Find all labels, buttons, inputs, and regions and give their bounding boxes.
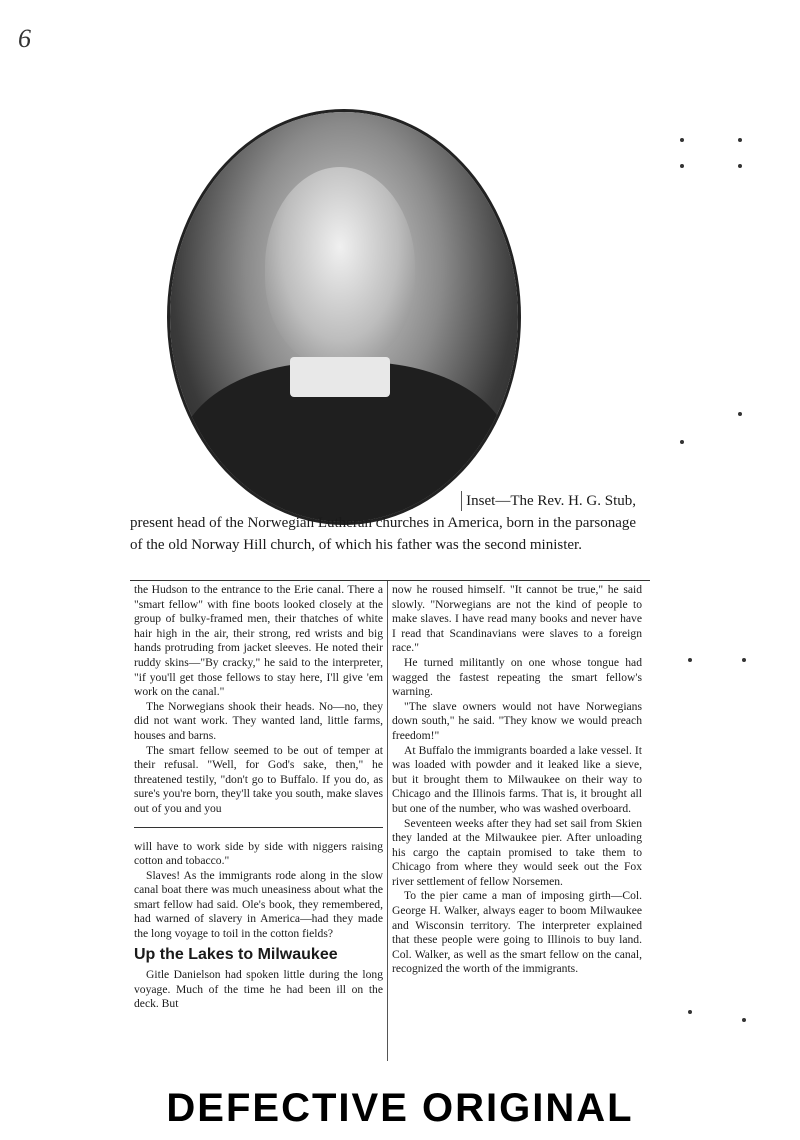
- scan-specks: [680, 130, 760, 1060]
- column-divider: [134, 827, 383, 828]
- paragraph: the Hudson to the entrance to the Erie canal. There a "smart fellow" with fine boots looked closely at the group of bulky-framed men, their thatches of white hair high in the air, their strong, red wrists and big hands protruding from jacket sleeves. He noted their ruddy skins—"By cracky," he said to the interpreter, "if you'll get those fellows to stay here, I'll give 'em work on the canal.": [134, 583, 383, 699]
- left-column: [130, 581, 388, 1061]
- paragraph: will have to work side by side with niggers raising cotton and tobacco.": [134, 839, 383, 868]
- paragraph: To the pier came a man of imposing girth—Col. George H. Walker, always eager to boom Milwaukee and Wisconsin territory. The interpreter explained that these people were going to Illinois to buy land. Col. Walker, as well as the smart fellow on the canal, recognized the worth of the immigrants.: [392, 889, 642, 976]
- defective-original-stamp: DEFECTIVE ORIGINAL: [166, 1086, 634, 1130]
- paragraph: Gitle Danielson had spoken little during the long voyage. Much of the time he had been ill on the deck. But: [134, 968, 383, 1011]
- paragraph: Slaves! As the immigrants rode along in the slow canal boat there was much uneasiness about what the smart fellow had said. Ole's book, they remembered, had warned of slavery in America—had they made the long voyage to toil in the cotton fields?: [134, 868, 383, 941]
- paragraph: At Buffalo the immigrants boarded a lake vessel. It was loaded with powder and it leaked like a sieve, but it brought them to Milwaukee on their way to Chicago and the Illinois farms. That is, it brought all but one of the number, who was washed overboard.: [392, 743, 642, 815]
- article-body: [130, 580, 650, 1061]
- paragraph: now he roused himself. "It cannot be true," he said slowly. "Norwegians are not the kind of people to make slaves. I have read many books and never have I read that Scandinavians were slaves to a foreign race.": [392, 583, 642, 655]
- caption-inset-line: Inset—The Rev. H. G. Stub,: [461, 491, 640, 511]
- right-column: [388, 581, 646, 1061]
- caption-text: present head of the Norwegian Lutheran churches in America, born in the parsonage of the old Norway Hill church, of which his father was the second minister.: [130, 515, 637, 553]
- paragraph: The smart fellow seemed to be out of temper at their refusal. "Well, for God's sake, then," he threatened testily, "don't go to Buffalo. If you do, as sure's you're born, they'll take you south, make slaves out of you and you: [134, 743, 383, 815]
- paragraph: He turned militantly on one whose tongue had wagged the fastest repeating the smart fellow's warning.: [392, 655, 642, 699]
- paragraph: Seventeen weeks after they had set sail from Skien they landed at the Milwaukee pier. After unloading his cargo the captain promised to take them to Chicago from where they would seek out the Fox river settlement of fellow Norsemen.: [392, 816, 642, 888]
- paragraph: "The slave owners would not have Norwegians down south," he said. "They know we would preach freedom!": [392, 699, 642, 742]
- page-number: 6: [18, 24, 31, 53]
- photo-caption: [130, 490, 640, 556]
- paragraph: The Norwegians shook their heads. No—no, they did not want work. They wanted land, little farms, houses and barns.: [134, 699, 383, 742]
- subheading: Up the Lakes to Milwaukee: [134, 945, 338, 963]
- portrait-photo: [170, 112, 518, 522]
